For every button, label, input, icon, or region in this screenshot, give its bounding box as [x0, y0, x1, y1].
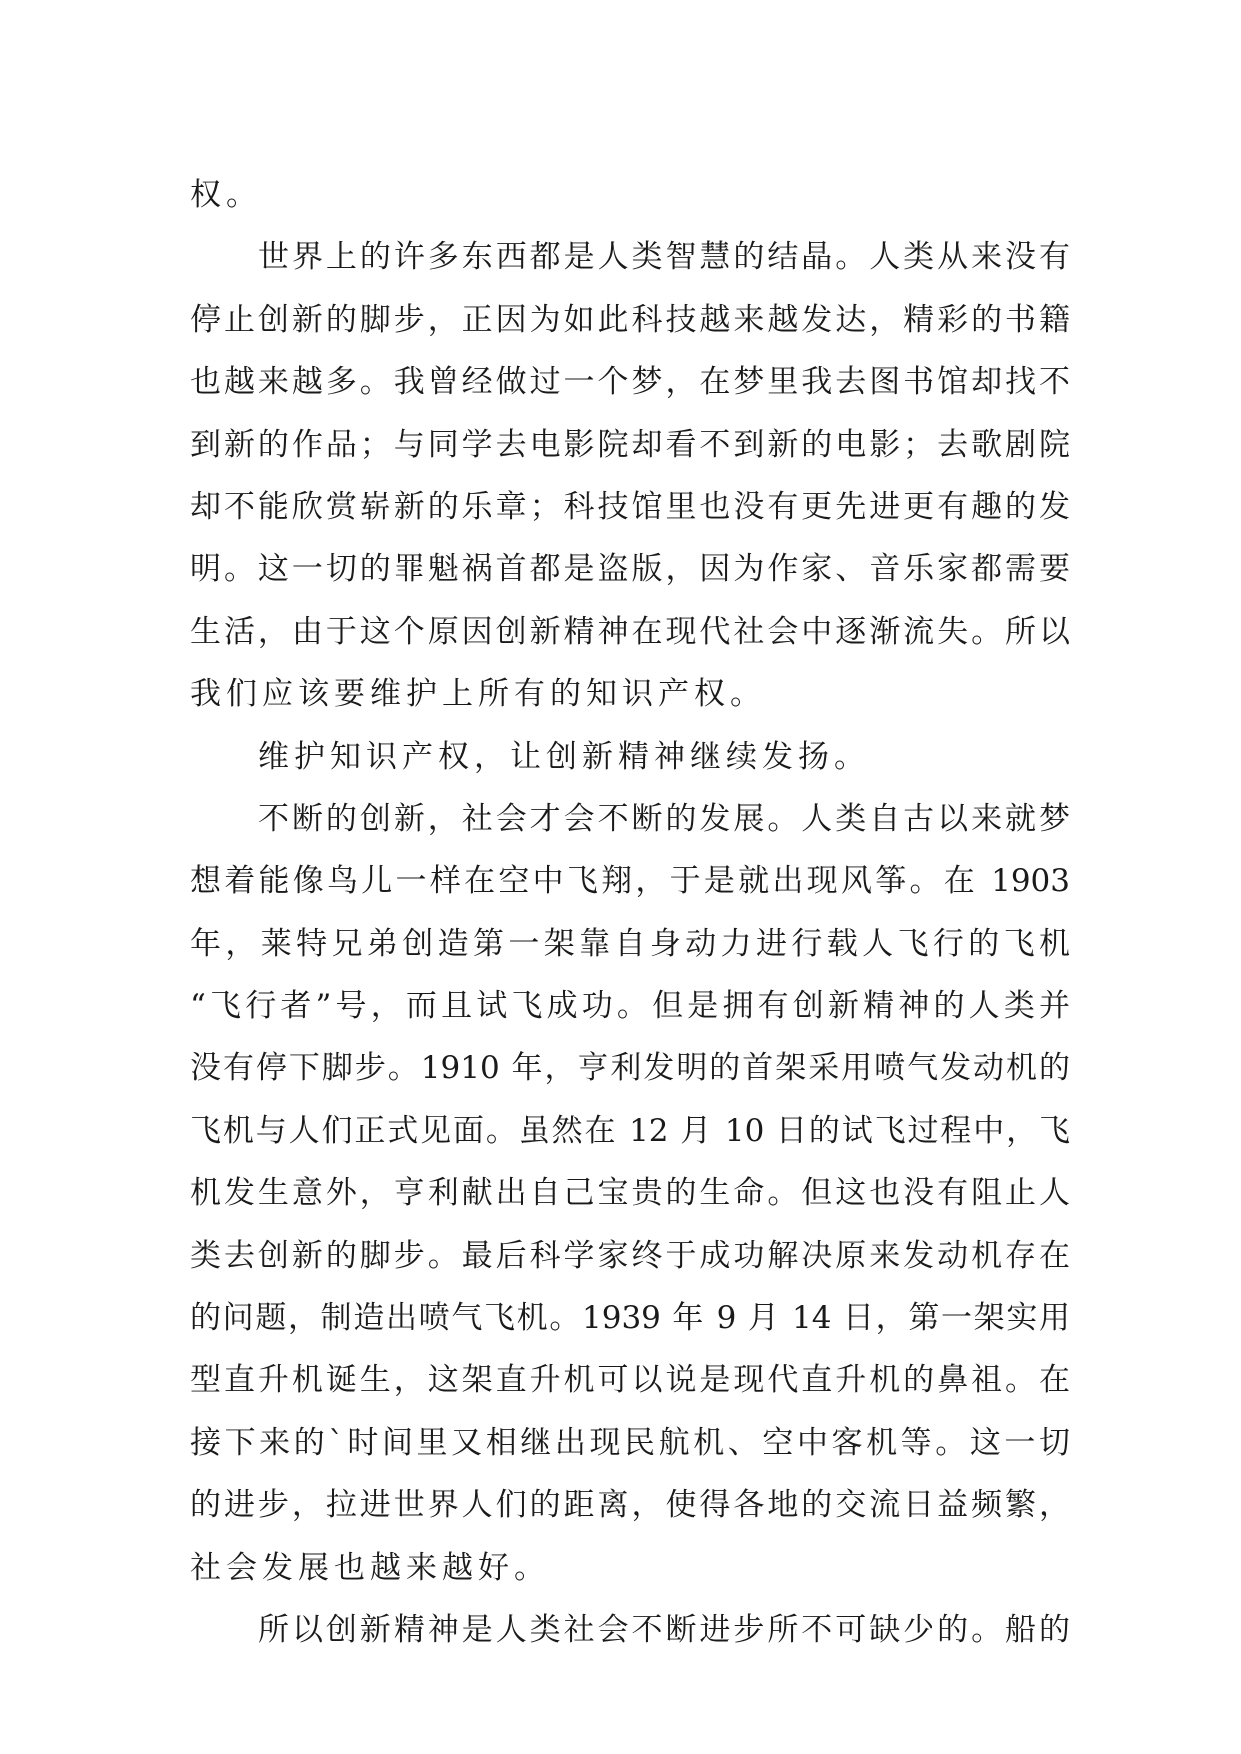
text-line: 停止创新的脚步，正因为如此科技越来越发达，精彩的书籍 — [190, 301, 1070, 338]
text-line: 社会发展也越来越好。 — [190, 1549, 550, 1586]
text-line: 到新的作品；与同学去电影院却看不到新的电影；去歌剧院 — [190, 426, 1070, 463]
text-line: 的问题，制造出喷气飞机。1939 年 9 月 14 日，第一架实用 — [190, 1300, 1070, 1337]
paragraph-start-line: 维护知识产权，让创新精神继续发扬。 — [258, 738, 870, 775]
text-line: 却不能欣赏崭新的乐章；科技馆里也没有更先进更有趣的发 — [190, 488, 1070, 525]
text-line: 没有停下脚步。1910 年，亨利发明的首架采用喷气发动机的 — [190, 1050, 1070, 1087]
text-line: 也越来越多。我曾经做过一个梦，在梦里我去图书馆却找不 — [190, 364, 1070, 401]
text-line: 年，莱特兄弟创造第一架靠自身动力进行载人飞行的飞机 — [190, 925, 1070, 962]
text-line: 权。 — [190, 177, 262, 213]
paragraph-start-line: 世界上的许多东西都是人类智慧的结晶。人类从来没有 — [258, 239, 1070, 276]
body-text — [190, 164, 1070, 1661]
text-line: “飞行者”号，而且试飞成功。但是拥有创新精神的人类并 — [190, 988, 1070, 1025]
text-line: 类去创新的脚步。最后科学家终于成功解决原来发动机存在 — [190, 1237, 1070, 1274]
paragraph-start-line: 所以创新精神是人类社会不断进步所不可缺少的。船的 — [258, 1611, 1070, 1648]
text-line: 生活，由于这个原因创新精神在现代社会中逐渐流失。所以 — [190, 613, 1070, 650]
text-line: 接下来的`时间里又相继出现民航机、空中客机等。这一切 — [190, 1424, 1070, 1461]
text-line: 想着能像鸟儿一样在空中飞翔，于是就出现风筝。在 1903 — [190, 863, 1070, 900]
text-line: 型直升机诞生，这架直升机可以说是现代直升机的鼻祖。在 — [190, 1362, 1070, 1399]
text-line: 机发生意外，亨利献出自己宝贵的生命。但这也没有阻止人 — [190, 1175, 1070, 1212]
text-line: 我们应该要维护上所有的知识产权。 — [190, 676, 766, 713]
paragraph-start-line: 不断的创新，社会才会不断的发展。人类自古以来就梦 — [258, 800, 1070, 837]
text-line: 飞机与人们正式见面。虽然在 12 月 10 日的试飞过程中，飞 — [190, 1112, 1070, 1149]
text-line: 明。这一切的罪魁祸首都是盗版，因为作家、音乐家都需要 — [190, 551, 1070, 588]
text-line: 的进步，拉进世界人们的距离，使得各地的交流日益频繁， — [190, 1487, 1070, 1524]
